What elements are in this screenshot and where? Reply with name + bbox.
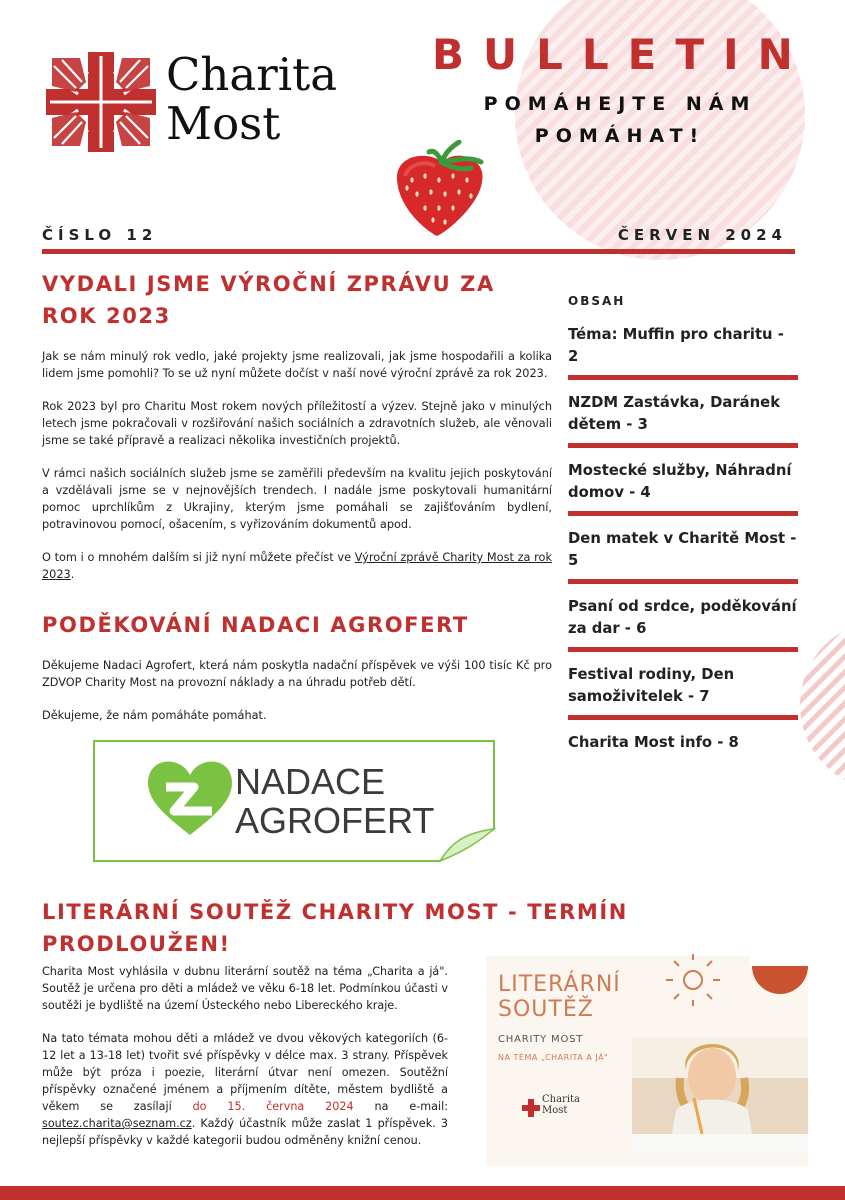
charita-cross-logo-icon <box>46 52 156 152</box>
issue-row <box>42 226 787 248</box>
promo-theme: NA TÉMA „CHARITA A JÁ" <box>498 1053 609 1062</box>
bulletin-title: BULLETIN <box>432 30 812 79</box>
article-agrofert-p1: Děkujeme Nadaci Agrofert, která nám poskytla nadační příspěvek ve výši 100 tisíc Kč pro ZDVOP Charity Most na provozní náklady a na úhradu potřeb dětí. <box>42 659 552 689</box>
promo-title-line2: SOUTĚŽ <box>498 997 594 1022</box>
article-annual-report-p2: Rok 2023 byl pro Charitu Most rokem nových příležitostí a výzev. Stejně jako v minulých letech jsme pokračovali v rozšiřování našich sociálních a zdravotních služeb, ale věnovali jsme se také přípravě a realizaci několika investičních projektů. <box>42 400 552 447</box>
table-of-contents <box>568 294 798 773</box>
tagline-line2: POMÁHAT! <box>534 125 706 147</box>
literary-contest-p2 <box>42 1030 448 1149</box>
p4-before: O tom i o mnohém dalším si již nyní můžete přečíst ve <box>42 551 355 564</box>
article-agrofert <box>42 609 552 740</box>
footer-bar <box>0 1186 845 1200</box>
article-agrofert-p2: Děkujeme, že nám pomáháte pomáhat. <box>42 709 267 722</box>
article-literary-contest-heading: LITERÁRNÍ SOUTĚŽ CHARITY MOST - TERMÍN PRODLOUŽEN! <box>42 900 628 956</box>
toc-item[interactable]: NZDM Zastávka, Daránek dětem - 3 <box>568 392 798 448</box>
contest-email-link[interactable]: soutez.charita@seznam.cz <box>42 1117 192 1130</box>
article-annual-report-heading: VYDALI JSME VÝROČNÍ ZPRÁVU ZA ROK 2023 <box>42 272 495 328</box>
agrofert-logo-line2: AGROFERT <box>235 800 435 841</box>
strawberry-icon <box>387 140 497 240</box>
promo-title <box>498 972 621 1022</box>
article-literary-contest-body <box>42 963 448 1165</box>
toc-item[interactable]: Festival rodiny, Den samoživitelek - 7 <box>568 664 798 720</box>
toc-item[interactable]: Psaní od srdce, poděkování za dar - 6 <box>568 596 798 652</box>
article-annual-report-p3: V rámci našich sociálních služeb jsme se zaměřili především na kvalitu jejich poskytování a vzdělávali jsme se v nejnovějších trendech. I nadále jsme poskytovali humanitární pomoc uprchlíkům z Ukrajiny, kterým jsme pomáhali se zajišťováním bydlení, potravinovou pomocí, ošacením, s vyřizováním dokumentů apod. <box>42 467 552 531</box>
promo-logo-line1: Charita <box>542 1094 581 1105</box>
article-annual-report-p1: Jak se nám minulý rok vedlo, jaké projekty jsme realizovali, jak jsme hospodařili a kolika lidem jsme pomohli? To se už nyní můžete dočíst v naší nové výroční zprávě za rok 2023. <box>42 350 552 380</box>
toc-item[interactable]: Den matek v Charitě Most - 5 <box>568 528 798 584</box>
promo-photo-child <box>632 1038 808 1156</box>
article-agrofert-heading: PODĚKOVÁNÍ NADACI AGROFERT <box>42 613 469 637</box>
toc-item[interactable]: Téma: Muffin pro charitu - 2 <box>568 324 798 380</box>
toc-heading: OBSAH <box>568 294 626 308</box>
annual-report-link[interactable]: Výroční zprávě Charity Most za rok 2023 <box>42 551 552 581</box>
p4-after: . <box>70 568 75 581</box>
brand-name <box>166 50 337 148</box>
literary-contest-p1: Charita Most vyhlásila v dubnu literární soutěž na téma „Charita a já". Soutěž je určena pro děti a mládež ve věku 6-18 let. Podmínkou účasti v soutěži je bydliště na území Ústeckého nebo Libereckého kraje. <box>42 965 448 1012</box>
promo-logo-line2: Most <box>542 1105 568 1116</box>
issue-number: ČÍSLO 12 <box>42 226 158 244</box>
contest-deadline: do 15. června 2024 <box>192 1100 354 1113</box>
promo-title-line1: LITERÁRNÍ <box>498 972 621 997</box>
nadace-agrofert-logo <box>90 737 500 865</box>
article-annual-report-p4 <box>42 549 552 583</box>
issue-date: ČERVEN 2024 <box>617 226 787 244</box>
tagline-line1: POMÁHEJTE NÁM <box>483 93 757 115</box>
header-divider <box>42 249 795 254</box>
p2-part-a: Na tato témata mohou děti a mládež ve dvou věkových kategoriích (6-12 let a 13-18 let) tvořit své příspěvky v délce max. 3 strany. Příspěvek může být próza i poezie, literární útvar není omezen. Soutěžní příspěvky označené jménem a příjmením dítěte, městem bydliště a věkem se zasílají <box>42 1032 448 1113</box>
brand-name-line2: Most <box>166 97 281 150</box>
p2-part-c: . Každý účastník může zaslat 1 příspěvek. 3 nejlepší příspěvky v každé kategorii budou odměněny knižní cenou. <box>42 1117 448 1147</box>
brand-name-line1: Charita <box>166 48 338 101</box>
agrofert-logo-line1: NADACE <box>235 761 386 802</box>
toc-item[interactable]: Mostecké služby, Náhradní domov - 4 <box>568 460 798 516</box>
promo-subtitle: CHARITY MOST <box>498 1034 584 1045</box>
toc-item[interactable]: Charita Most info - 8 <box>568 734 739 751</box>
p2-part-b: na e-mail: <box>353 1100 449 1113</box>
decorative-striped-circle-right <box>800 620 845 790</box>
promo-logo-text <box>542 1094 580 1116</box>
article-annual-report <box>42 268 552 599</box>
